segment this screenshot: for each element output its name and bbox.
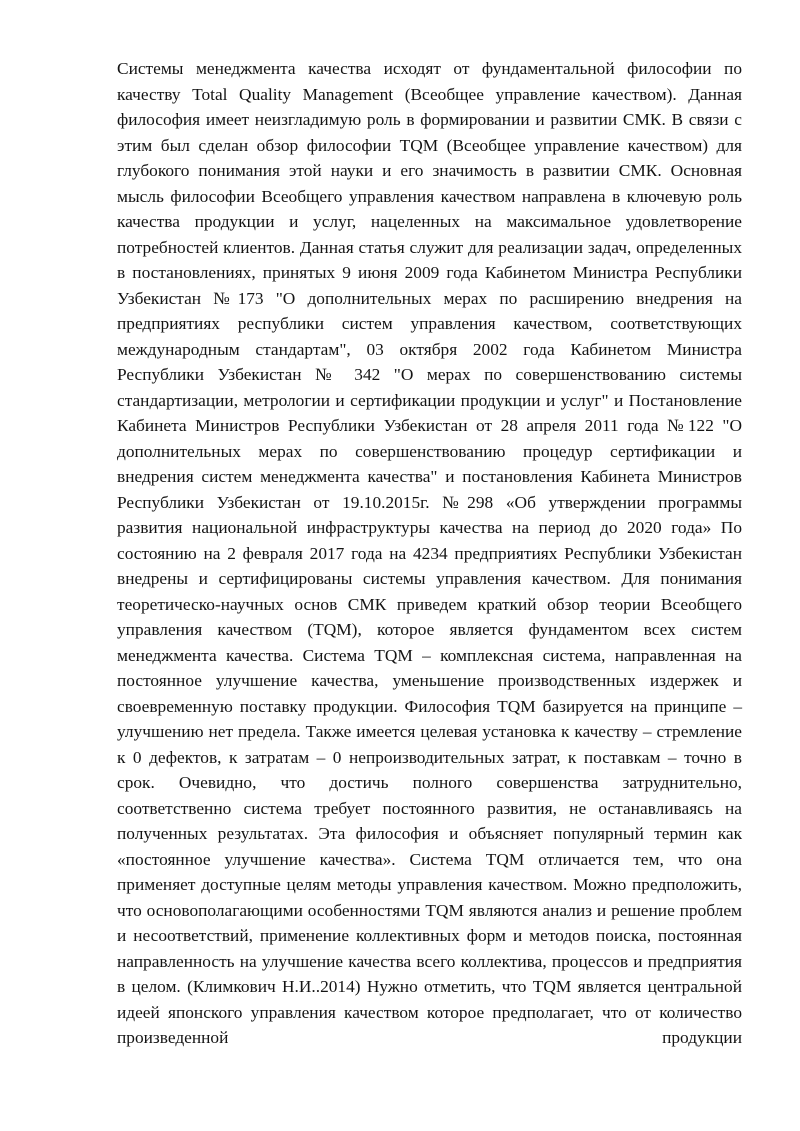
body-paragraph: Системы менеджмента качества исходят от фундаментальной философии по качеству Total Quality Management (Всеобщее управление качеством). Данная философия имеет неизгладимую роль в формировании и развитии СМК. В связи с этим был сделан обзор философии TQM (Всеобщее управление качеством) для глубокого понимания этой науки и его значимость в развитии СМК. Основная мысль философии Всеобщего управления качеством направлена в ключевую роль качества продукции и услуг, нацеленных на максимальное удовлетворение потребностей клиентов. Данная статья служит для реализации задач, определенных в постановлениях, принятых 9 июня 2009 года Кабинетом Министра Республики Узбекистан №173 "О дополнительных мерах по расширению внедрения на предприятиях республики систем управления качеством, соответствующих международным стандартам", 03 октября 2002 года Кабинетом Министра Республики Узбекистан № 342 "О мерах по совершенствованию системы стандартизации, метрологии и сертификации продукции и услуг" и Постановление Кабинета Министров Республики Узбекистан от 28 апреля 2011 года №122 "О дополнительных мерах по совершенствованию процедур сертификации и внедрения систем менеджмента качества" и постановления Кабинета Министров Республики Узбекистан от 19.10.2015г. №298 «Об утверждении программы развития национальной инфраструктуры качества на период до 2020 года» По состоянию на 2 февраля 2017 года на 4234 предприятиях Республики Узбекистан внедрены и сертифицированы системы управления качеством. Для понимания теоретическо-научных основ СМК приведем краткий обзор теории Всеобщего управления качеством (TQM), которое является фундаментом всех систем менеджмента качества. Система TQM – комплексная система, направленная на постоянное улучшение качества, уменьшение производственных издержек и своевременную поставку продукции. Философия TQM базируется на принципе – улучшению нет предела. Также имеется целевая установка к качеству – стремление к 0 дефектов, к затратам – 0 непроизводительных затрат, к поставкам – точно в срок. Очевидно, что достичь полного совершенства затруднительно, соответственно система требует постоянного развития, не останавливаясь на полученных результатах. Эта философия и объясняет популярный термин как «постоянное улучшение качества». Система TQM отличается тем, что она применяет доступные целям методы управления качеством. Можно предположить, что основополагающими особенностями TQM являются анализ и решение проблем и несоответствий, применение коллективных форм и методов поиска, постоянная направленность на улучшение качества всего коллектива, процессов и предприятия в целом. (Климкович Н.И..2014) Нужно отметить, что TQM является центральной идеей японского управления качеством которое предполагает, что от количество произведенной продукции	[117, 59, 742, 1047]
